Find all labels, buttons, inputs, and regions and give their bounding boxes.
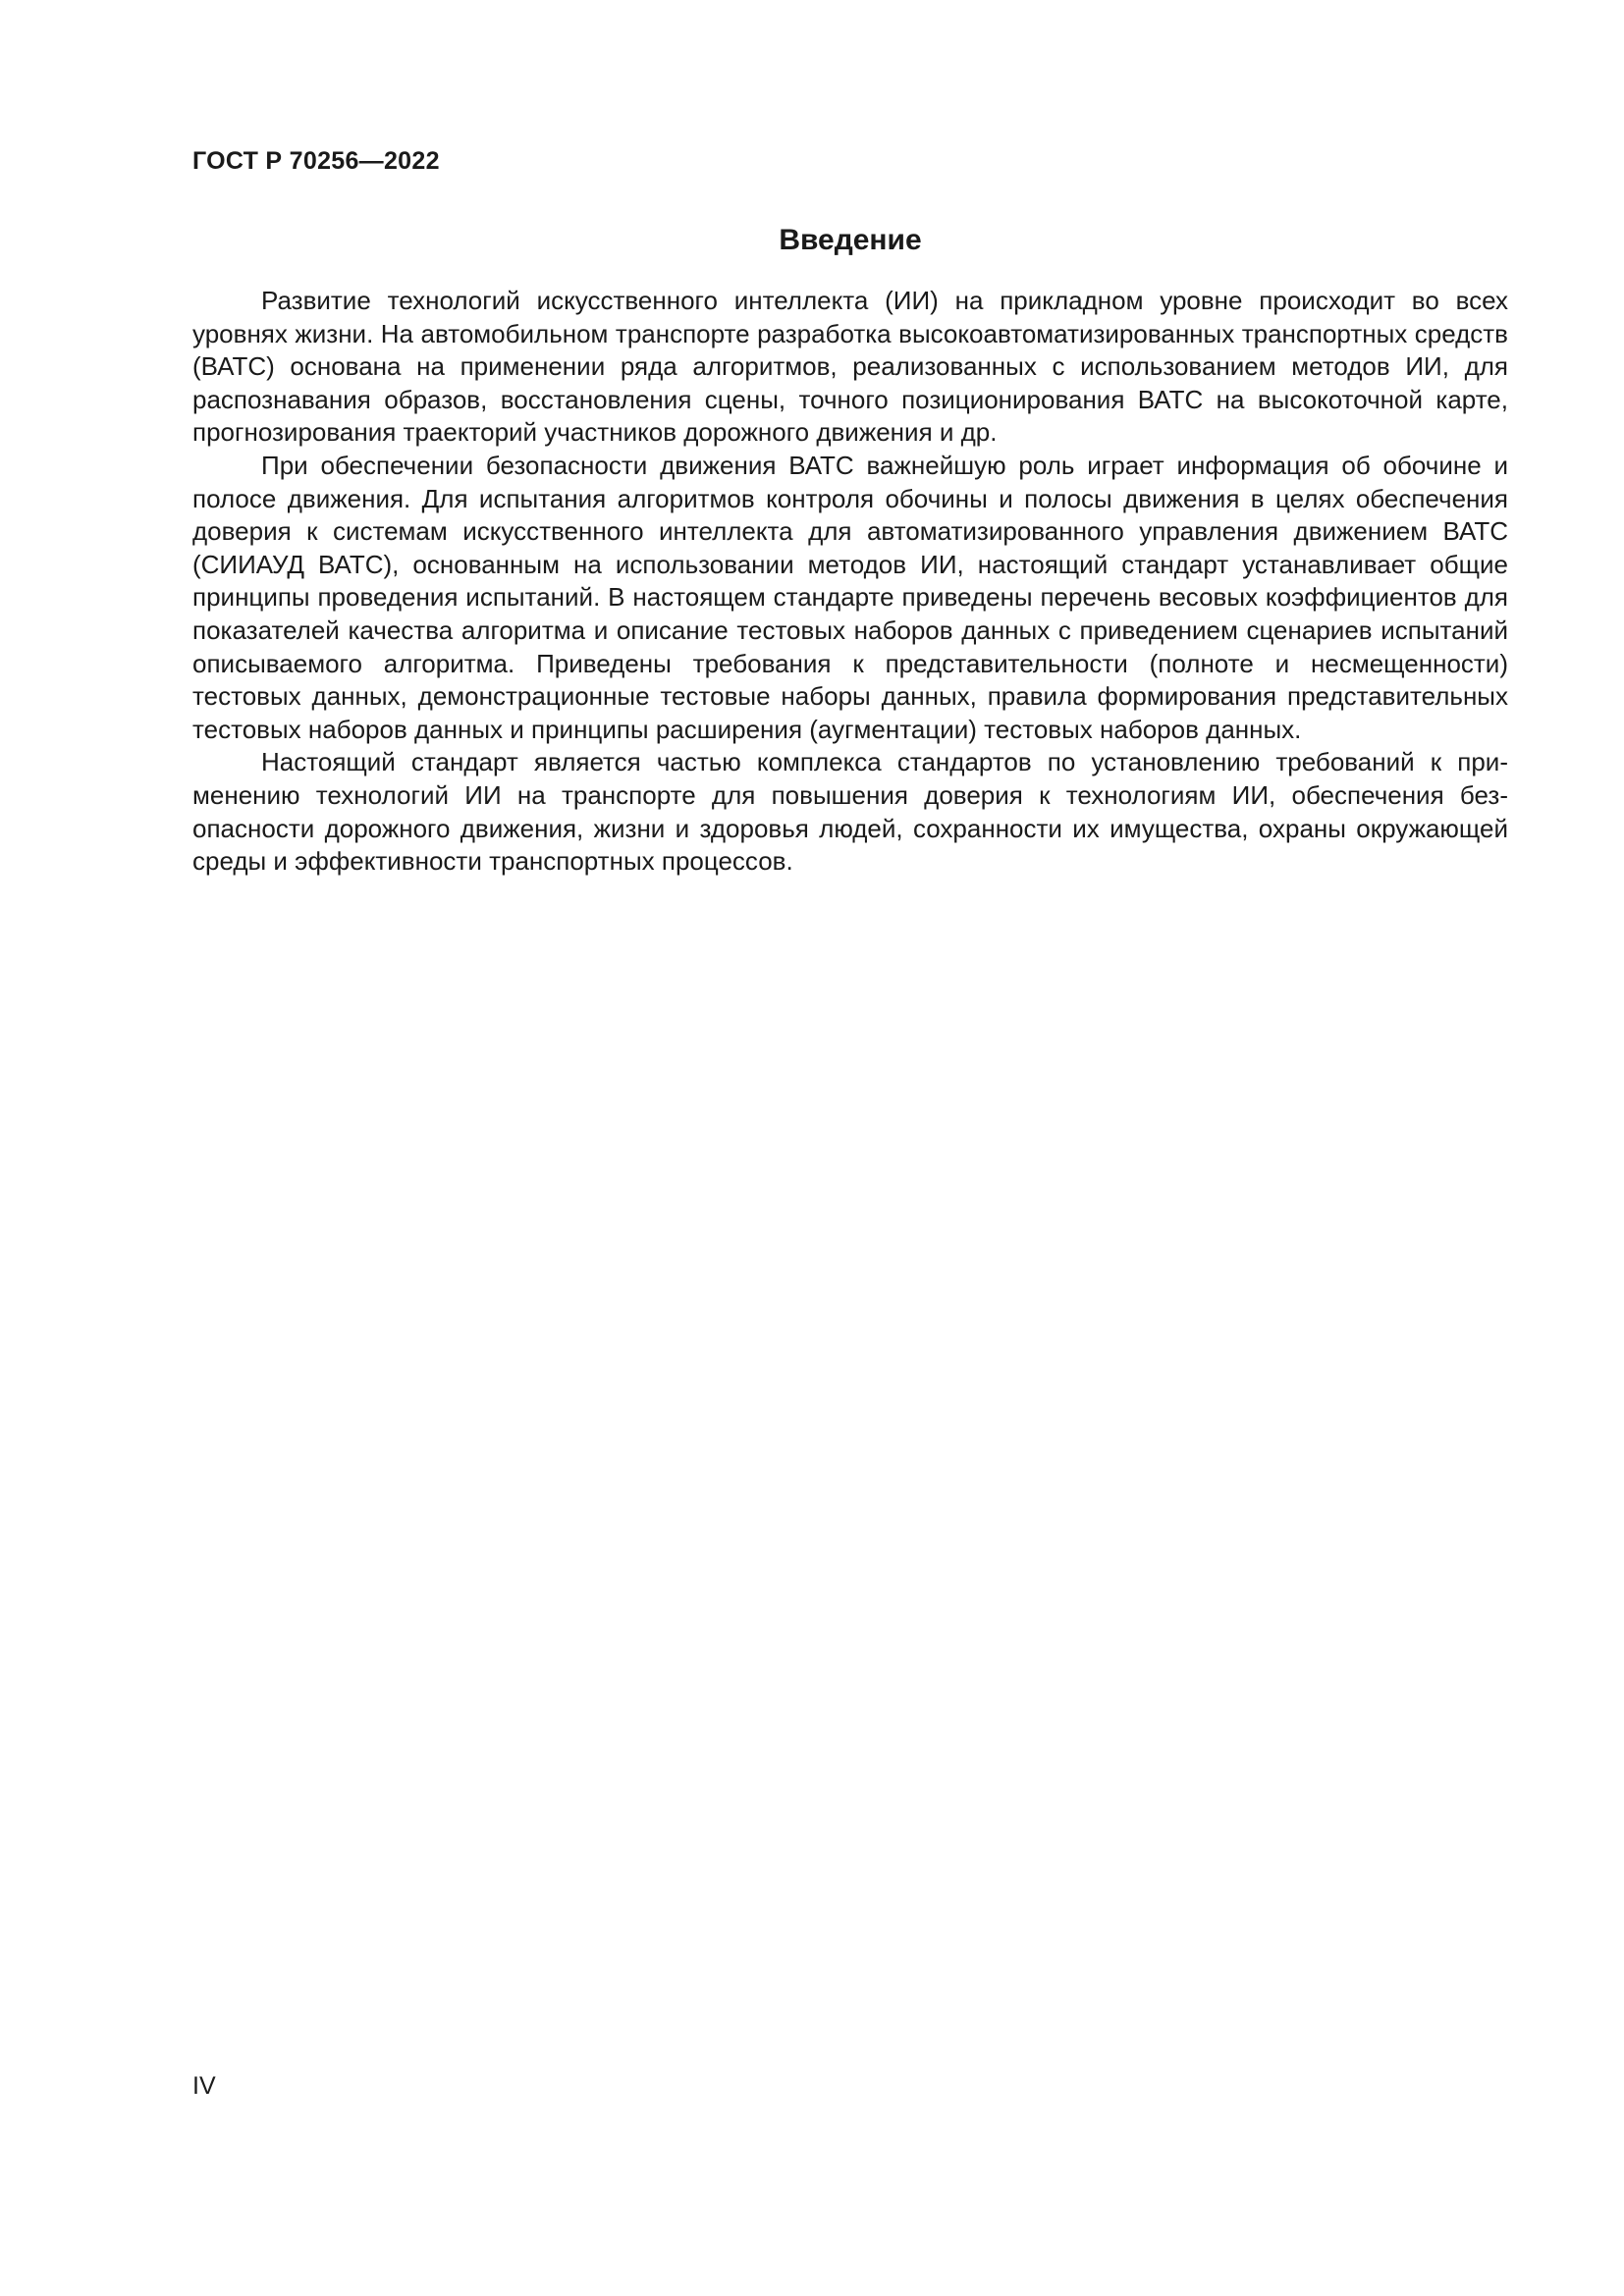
paragraph: При обеспечении безопасности движения ВАТС важнейшую роль играет информация об обочине и полосе движения. Для испытания алгоритмов контроля обочины и полосы движения в целях обеспечения доверия к системам искусственного интеллекта для автоматизированного управления движением ВАТС (СИИАУД ВАТС), основанным на использовании методов ИИ, настоящий стандарт устанавливает общие принципы проведения испытаний. В настоящем стандарте приведены перечень весовых коэффициентов для показателей качества алгоритма и описание тестовых наборов данных с приведением сценариев испытаний описываемого алгоритма. Приведены требования к представительности (полноте и несмещенности) тестовых данных, демонстрационные тестовые наборы данных, правила формирования представительных тестовых наборов данных и принципы расширения (аугментации) тестовых наборов данных. [192,450,1508,744]
page-number: IV [192,2072,216,2100]
standard-designation: ГОСТ Р 70256—2022 [192,147,440,175]
section-title: Введение [779,224,922,256]
paragraph: Развитие технологий искусственного интеллекта (ИИ) на прикладном уровне происходит во всех уровнях жизни. На автомобильном транспорте разработка высокоавтоматизированных транспортных средств (ВАТС) основана на применении ряда алгоритмов, реализованных с использованием методов ИИ, для распознавания образов, восстановления сцены, точного позиционирования ВАТС на высокоточной карте, прогнозирования траекторий участников дорожного движения и др. [192,286,1508,448]
introduction-body [192,285,1508,879]
paragraph: Настоящий стандарт является частью комплекса стандартов по установлению требований к применению технологий ИИ на транспорте для повышения доверия к технологиям ИИ, обеспечения безопасности дорожного движения, жизни и здоровья людей, сохранности их имущества, охраны окружающей среды и эффективности транспортных процессов. [192,747,1508,877]
